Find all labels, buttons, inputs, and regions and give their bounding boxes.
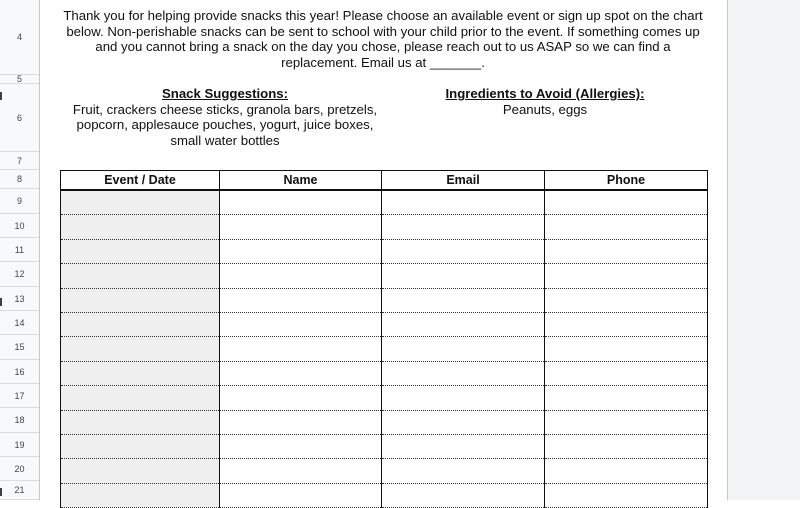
email-cell[interactable] <box>382 459 545 483</box>
event-date-cell[interactable] <box>61 288 220 312</box>
row-header[interactable]: 5 <box>0 75 39 84</box>
table-row <box>61 239 708 263</box>
table-row <box>61 312 708 336</box>
event-date-cell[interactable] <box>61 410 220 434</box>
event-date-cell[interactable] <box>61 361 220 385</box>
row-header[interactable]: 14 <box>0 311 39 335</box>
sheet-outside-area <box>727 0 800 500</box>
email-cell[interactable] <box>382 483 545 507</box>
table-row <box>61 288 708 312</box>
row-header[interactable]: 21 <box>0 481 39 500</box>
row-header[interactable]: 9 <box>0 189 39 214</box>
name-cell[interactable] <box>220 361 382 385</box>
email-cell[interactable] <box>382 190 545 215</box>
phone-cell[interactable] <box>545 215 708 239</box>
email-cell[interactable] <box>382 239 545 263</box>
table-header-row <box>61 171 708 191</box>
phone-cell[interactable] <box>545 337 708 361</box>
name-cell[interactable] <box>220 215 382 239</box>
name-cell[interactable] <box>220 190 382 215</box>
event-date-cell[interactable] <box>61 386 220 410</box>
email-cell[interactable] <box>382 312 545 336</box>
row-header-gutter <box>0 0 40 500</box>
event-date-cell[interactable] <box>61 264 220 288</box>
name-cell[interactable] <box>220 410 382 434</box>
row-header[interactable]: 7 <box>0 152 39 170</box>
email-cell[interactable] <box>382 337 545 361</box>
snack-suggestions-text: Fruit, crackers cheese sticks, granola bars, pretzels, popcorn, applesauce pouches, yogurt, juice boxes, small water bottles <box>72 101 378 148</box>
event-date-cell[interactable] <box>61 434 220 458</box>
name-cell[interactable] <box>220 483 382 507</box>
phone-cell[interactable] <box>545 361 708 385</box>
phone-cell[interactable] <box>545 410 708 434</box>
row-header[interactable]: 10 <box>0 214 39 238</box>
row-header[interactable]: 15 <box>0 335 39 360</box>
table-row <box>61 337 708 361</box>
ingredients-to-avoid-title: Ingredients to Avoid (Allergies): <box>445 86 645 101</box>
table-row <box>61 410 708 434</box>
event-date-cell[interactable] <box>61 312 220 336</box>
snack-suggestions-title: Snack Suggestions: <box>161 86 289 101</box>
event-date-cell[interactable] <box>61 215 220 239</box>
table-row <box>61 264 708 288</box>
table-row <box>61 361 708 385</box>
row-header[interactable]: 11 <box>0 238 39 262</box>
email-cell[interactable] <box>382 288 545 312</box>
name-cell[interactable] <box>220 312 382 336</box>
row-header[interactable]: 18 <box>0 408 39 433</box>
event-date-cell[interactable] <box>61 483 220 507</box>
name-cell[interactable] <box>220 288 382 312</box>
table-row <box>61 434 708 458</box>
email-cell[interactable] <box>382 434 545 458</box>
email-cell[interactable] <box>382 410 545 434</box>
row-header[interactable]: 17 <box>0 384 39 408</box>
name-cell[interactable] <box>220 386 382 410</box>
col-header-event-date[interactable]: Event / Date <box>61 171 220 191</box>
email-cell[interactable] <box>382 215 545 239</box>
row-header[interactable]: 13 <box>0 287 39 311</box>
phone-cell[interactable] <box>545 386 708 410</box>
ingredients-to-avoid <box>425 86 665 117</box>
col-header-phone[interactable]: Phone <box>545 171 708 191</box>
signup-table <box>60 170 708 508</box>
row-header[interactable]: 8 <box>0 170 39 189</box>
event-date-cell[interactable] <box>61 190 220 215</box>
phone-cell[interactable] <box>545 483 708 507</box>
event-date-cell[interactable] <box>61 337 220 361</box>
row-header[interactable]: 16 <box>0 360 39 384</box>
snack-suggestions <box>60 86 390 148</box>
name-cell[interactable] <box>220 434 382 458</box>
table-row <box>61 386 708 410</box>
event-date-cell[interactable] <box>61 239 220 263</box>
name-cell[interactable] <box>220 337 382 361</box>
table-row <box>61 459 708 483</box>
name-cell[interactable] <box>220 264 382 288</box>
email-cell[interactable] <box>382 361 545 385</box>
email-cell[interactable] <box>382 264 545 288</box>
row-header[interactable]: 19 <box>0 433 39 457</box>
col-header-email[interactable]: Email <box>382 171 545 191</box>
table-row <box>61 215 708 239</box>
table-row <box>61 483 708 507</box>
phone-cell[interactable] <box>545 190 708 215</box>
phone-cell[interactable] <box>545 288 708 312</box>
row-header[interactable]: 6 <box>0 84 39 152</box>
name-cell[interactable] <box>220 459 382 483</box>
col-header-name[interactable]: Name <box>220 171 382 191</box>
row-header[interactable]: 12 <box>0 262 39 287</box>
phone-cell[interactable] <box>545 264 708 288</box>
table-row <box>61 190 708 215</box>
event-date-cell[interactable] <box>61 459 220 483</box>
name-cell[interactable] <box>220 239 382 263</box>
ingredients-to-avoid-text: Peanuts, eggs <box>502 101 588 117</box>
phone-cell[interactable] <box>545 239 708 263</box>
phone-cell[interactable] <box>545 312 708 336</box>
phone-cell[interactable] <box>545 459 708 483</box>
email-cell[interactable] <box>382 386 545 410</box>
row-header[interactable]: 4 <box>0 0 39 75</box>
row-header[interactable]: 20 <box>0 457 39 481</box>
phone-cell[interactable] <box>545 434 708 458</box>
intro-paragraph: Thank you for helping provide snacks this year! Please choose an available event or sign up spot on the chart below. Non-perishable snacks can be sent to school with your child prior to the event. If something comes up and you cannot bring a snack on the day you chose, please reach out to us ASAP so we can find a replacement. Email us at _______. <box>63 8 703 70</box>
